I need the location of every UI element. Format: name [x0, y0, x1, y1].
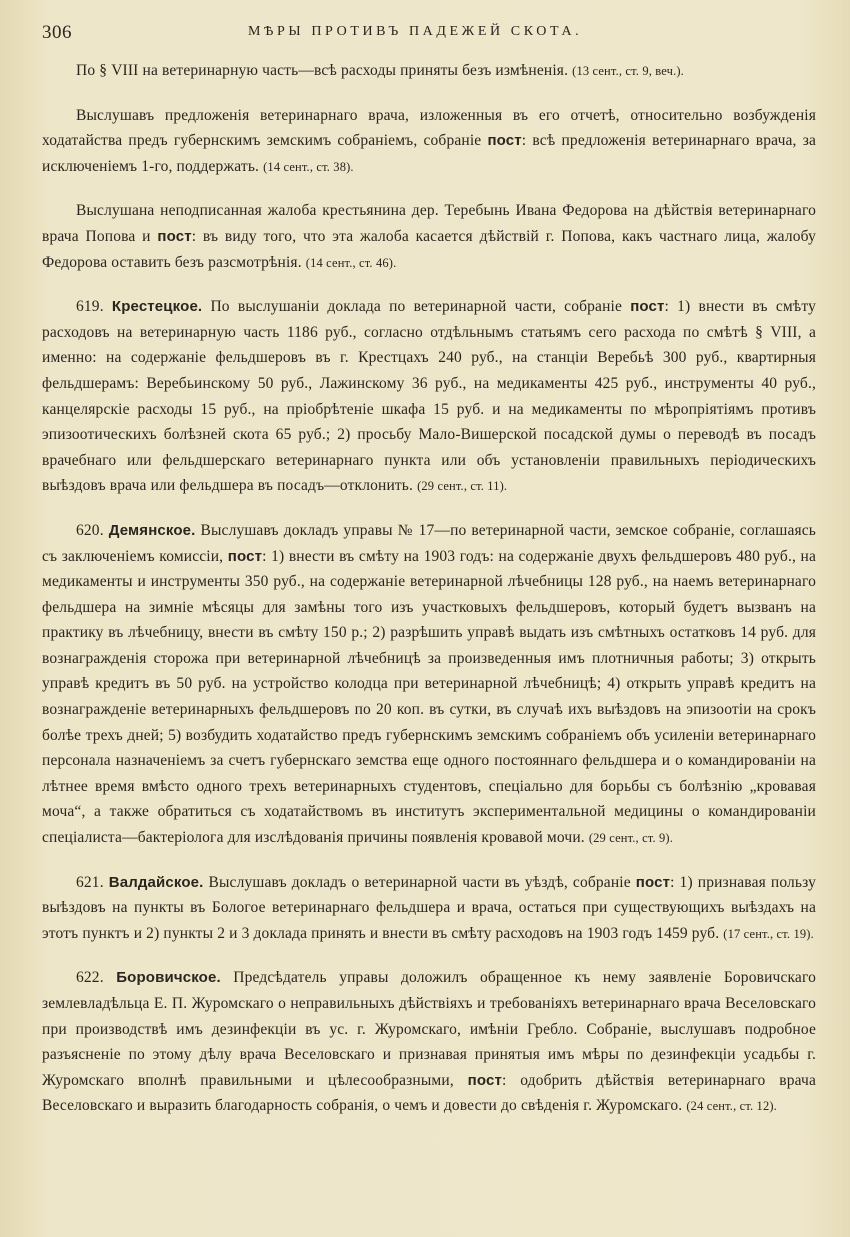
section-620 — [42, 518, 816, 852]
resolution-keyword: пост — [227, 547, 263, 565]
resolution-keyword: пост — [487, 132, 522, 150]
district-name: Крестецкое. — [111, 298, 203, 316]
citation: (29 сент., ст. 9). — [588, 831, 674, 846]
resolution-keyword: пост — [467, 1071, 502, 1089]
paragraph-text: По § VIII на ветеринарную часть—всѣ расходы приняты безъ измѣненія. — [76, 62, 569, 79]
citation: (14 сент., ст. 46). — [305, 255, 397, 270]
citation: (17 сент., ст. 19). — [723, 926, 814, 941]
district-name: Боровичское. — [116, 969, 221, 987]
paragraph-vet-proposals — [42, 103, 816, 181]
citation: (29 сент., ст. 11). — [417, 479, 508, 494]
section-621 — [42, 870, 816, 948]
paragraph-text: : одобрить дѣйствія ветеринарнаго врача Веселовскаго и выразить благодарность собранія, о чемъ и довести до свѣденія г. Журомскаго. — [42, 1071, 816, 1115]
paragraph-text: По выслушаніи доклада по ветеринарной части, собраніе — [210, 298, 623, 316]
paragraph-text: Выслушана неподписанная жалоба крестьянина дер. Теребынь Ивана Федорова на дѣйствія ветеринарнаго врача Попова и — [42, 202, 816, 245]
paragraph-text: Предсѣдатель управы доложилъ обращенное къ нему заявленіе Боровичскаго землевладѣльца Е. П. Журомскаго о неправильныхъ дѣйствіяхъ и требованіяхъ ветеринарнаго врача Веселовскаго при производствѣ имъ дезинфекціи въ ус. г. Журомскаго, имѣніи Гребло. Собраніе, выслушавъ подробное разъясненіе по этому дѣлу врача Веселовскаго и признавая принятыя имъ мѣры по дезинфекціи усадьбы г. Журомскаго вполнѣ правильными и цѣлесообразными, — [42, 969, 816, 1089]
section-number: 621. — [76, 873, 104, 891]
resolution-keyword: пост — [635, 873, 671, 891]
paragraph-text: Выслушавъ докладъ о ветеринарной части въ уѣздѣ, собраніе — [208, 873, 631, 891]
paragraph-text: : 1) внести въ смѣту расходовъ на ветеринарную часть 1186 руб., согласно отдѣльнымъ статьямъ сего расхода по смѣтѣ § VIII, а именно: на содержаніе фельдшеровъ въ г. Крестцахъ 240 руб., на станціи Веребьѣ 300 руб., квартирныя фельдшерамъ: Веребьинскому 50 руб., Лажинскому 36 руб., на медикаменты 425 руб., инструменты 40 руб., канцелярскіе расходы 15 руб., на пріобрѣтеніе шкафа 15 руб. и на медикаменты по мѣропріятіямъ противъ эпизоотическихъ болѣзней скота 65 руб.; 2) просьбу Мало-Вишерской посадской думы о переводѣ въ посадъ врачебнаго или фельдшерскаго ветеринарнаго пункта или объ установленіи правильныхъ періодическихъ выѣздовъ врача или фельдшера въ посадъ—отклонить. — [42, 298, 816, 495]
paragraph-text: : 1) внести въ смѣту на 1903 годъ: на содержаніе двухъ фельдшеровъ 480 руб., на медикаменты и инструменты 350 руб., на содержаніе ветеринарной лѣчебницы 128 руб., на наемъ ветеринарнаго фельдшера на зимніе мѣсяцы для замѣны того изъ участковыхъ фельдшеровъ, который будетъ вызванъ на практику въ лѣчебницу, внести въ смѣту 150 р.; 2) разрѣшить управѣ выдать изъ смѣтныхъ остатковъ 14 руб. для вознагражденія сторожа при ветеринарной лѣчебницѣ за произведенныя имъ плотничныя работы; 3) открыть управѣ кредитъ въ 50 руб. на устройство колодца при ветеринарной лѣчебницѣ; 4) открыть управѣ кредитъ на вознагражденіе ветеринарныхъ фельдшеровъ по 20 коп. въ сутки, въ случаѣ ихъ выѣздовъ на эпизоотіи на срокъ болѣе трехъ дней; 5) возбудить ходатайство предъ губернскимъ земскимъ собраніемъ объ усиленіи ветеринарнаго персонала назначеніемъ за счетъ губернскаго земства еще одного постояннаго фельдшера и о командированіи на лѣтнее время вмѣсто одного трехъ ветеринарныхъ студентовъ, спеціально для борьбы съ болѣзнію „кровавая моча“, а также обратиться съ ходатайствомъ въ институтъ экспериментальной медицины о командированіи спеціалиста—бактеріолога для изслѣдованія причины появленія кровавой мочи. — [42, 547, 817, 847]
paragraph-text: : 1) признавая пользу выѣздовъ на пункты въ Бологое ветеринарнаго фельдшера и врача, остаться при существующихъ выѣздахъ на этотъ пунктъ и 2) пункты 2 и 3 доклада принять и внести въ смѣту расходовъ на 1903 годъ 1459 руб. — [42, 873, 816, 942]
citation: (14 сент., ст. 38). — [263, 159, 354, 174]
paragraph-text: Выслушавъ докладъ управы № 17—по ветеринарной части, земское собраніе, соглашаясь съ заключеніемъ комиссіи, — [42, 521, 817, 565]
section-number: 622. — [76, 969, 104, 987]
citation: (24 сент., ст. 12). — [686, 1099, 777, 1114]
paragraph-complaint — [42, 198, 816, 276]
paragraph-text: : въ виду того, что эта жалоба касается дѣйствій г. Попова, какъ частнаго лица, жалобу Федорова оставить безъ разсмотрѣнія. — [42, 227, 816, 271]
section-number: 619. — [76, 298, 104, 316]
citation: (13 сент., ст. 9, веч.). — [572, 64, 684, 78]
page-body — [42, 58, 816, 1120]
district-name: Валдайское. — [108, 873, 204, 891]
section-619 — [42, 294, 816, 500]
running-title: МѢРЫ ПРОТИВЪ ПАДЕЖЕЙ СКОТА. — [248, 24, 583, 39]
page-number: 306 — [42, 22, 72, 43]
paragraph-text: Выслушавъ предложенія ветеринарнаго врача, изложенныя въ его отчетѣ, относительно возбужденія ходатайства предъ губернскимъ земскимъ собраніемъ, собраніе — [42, 106, 816, 150]
section-622 — [42, 965, 816, 1120]
resolution-keyword: пост — [157, 227, 192, 245]
paragraph-text: : всѣ предложенія ветеринарнаго врача, за исключеніемъ 1-го, поддержать. — [42, 132, 817, 175]
resolution-keyword: пост — [630, 298, 665, 316]
paragraph-viii — [42, 58, 816, 85]
section-number: 620. — [76, 521, 104, 539]
district-name: Демянское. — [108, 521, 196, 539]
page-header — [42, 22, 808, 46]
